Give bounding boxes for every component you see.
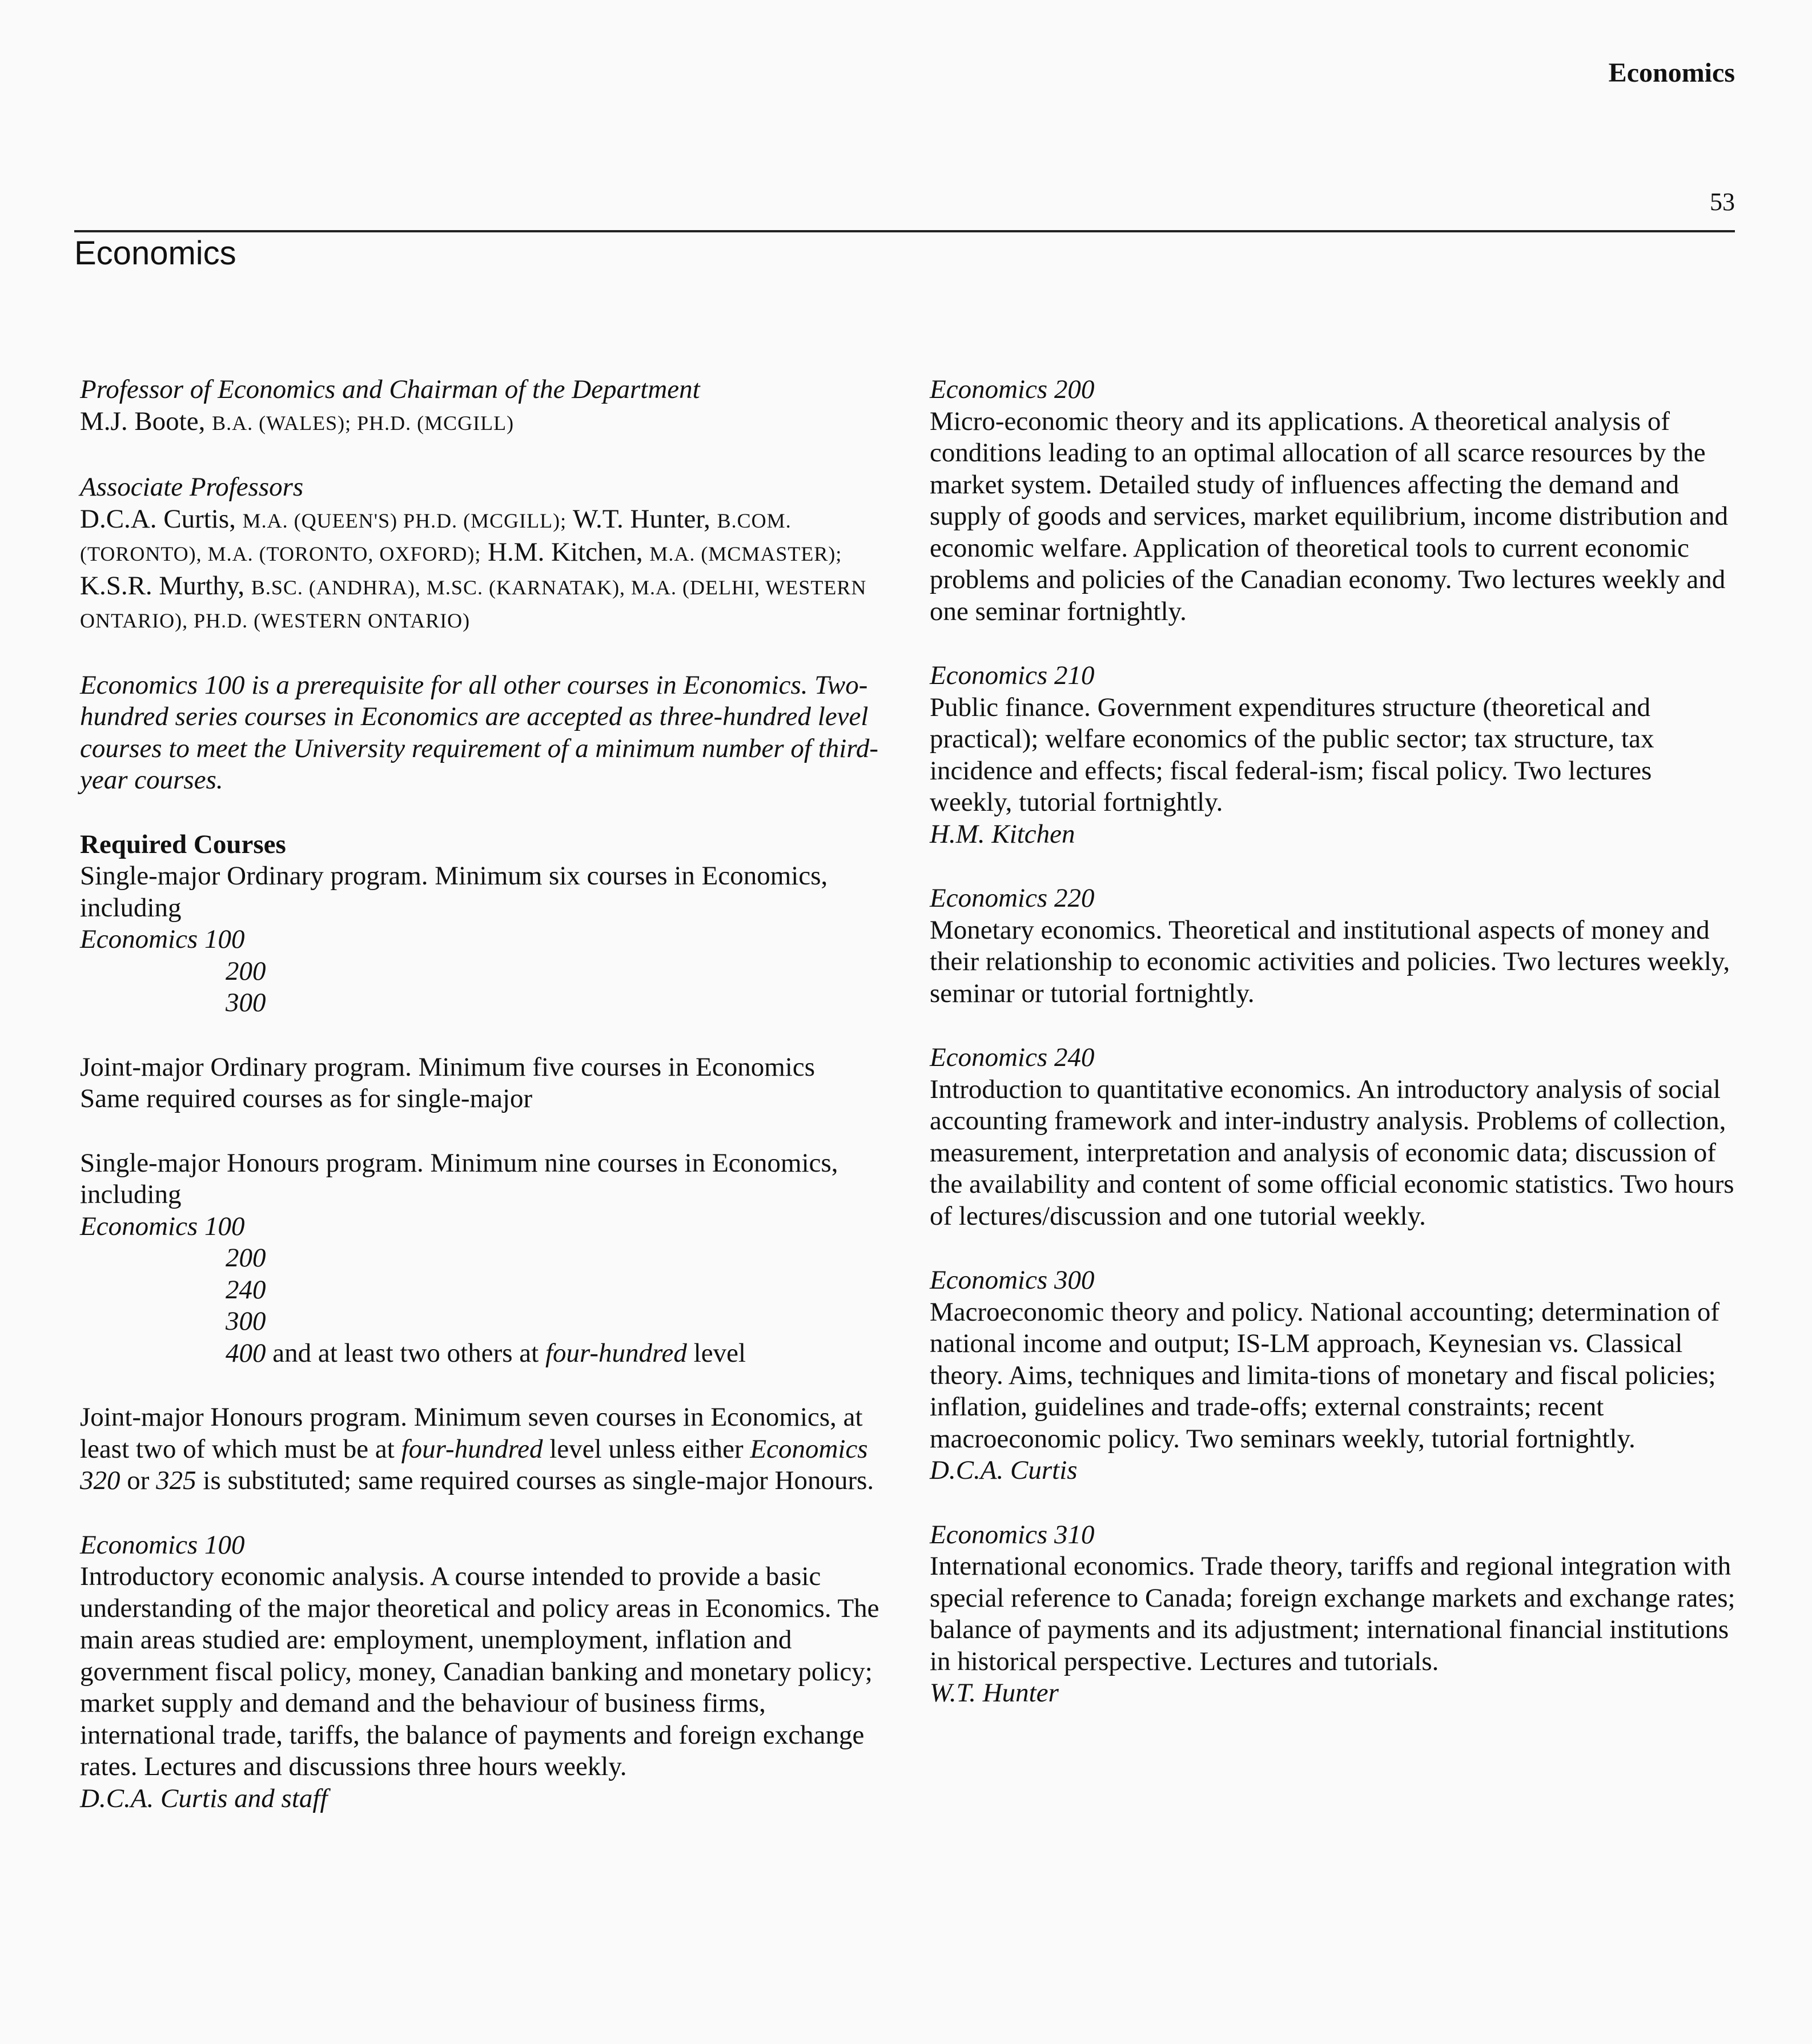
course-entry [80, 1530, 891, 1815]
course-ref: Economics 320 [80, 1434, 868, 1495]
course-entry [930, 660, 1741, 850]
course-description: Monetary economics. Theoretical and institutional aspects of money and their relationship to economic activities and policies. Two lectures weekly, seminar or tutorial fortnightly. [930, 915, 1730, 1008]
single-major-ordinary [80, 860, 891, 1019]
chair-name: M.J. Boote, [80, 406, 206, 436]
course-entry [930, 1265, 1741, 1487]
required-courses-heading: Required Courses [80, 829, 286, 859]
associate-degrees: B.COM. (TORONTO), M.A. (TORONTO, OXFORD); [80, 509, 792, 565]
program-note: Same required courses as for single-major [80, 1084, 533, 1113]
course-ref: 300 [226, 1306, 266, 1336]
course-entry [930, 374, 1741, 627]
course-description: Macroeconomic theory and policy. National accounting; determination of national income and output; IS-LM approach, Keynesian vs. Classical theory. Aims, techniques and limita-tions of monetary and fiscal policies; inflation, guidelines and trade-offs; external constraints; recent macroeconomic policy. Two seminars weekly, tutorial fortnightly. [930, 1297, 1719, 1454]
joint-major-ordinary [80, 1052, 891, 1115]
chair-line [80, 406, 891, 440]
course-ref: Economics 100 [80, 924, 245, 954]
course-entry [930, 883, 1741, 1009]
associate-name: D.C.A. Curtis, [80, 504, 236, 534]
right-column [930, 374, 1741, 1709]
course-code: Economics 300 [930, 1265, 1095, 1295]
course-ref: 240 [226, 1274, 266, 1305]
course-description: Public finance. Government expenditures structure (theoretical and practical); welfare economics of the public sector; tax structure, tax incidence and effects; fiscal federal-ism; fiscal policy. Two lectures weekly, tutorial fortnightly. [930, 692, 1654, 817]
course-description: Introductory economic analysis. A course intended to provide a basic understanding of the major theoretical and policy areas in Economics. The main areas studied are: employment, unemployment, inflation and government fiscal policy, money, Canadian banking and monetary policy; market supply and demand and the behaviour of business firms, international trade, tariffs, the balance of payments and foreign exchange rates. Lectures and discussions three hours weekly. [80, 1562, 879, 1781]
single-major-honours [80, 1148, 891, 1370]
course-instructor: H.M. Kitchen [930, 819, 1075, 849]
associate-name: K.S.R. Murthy, [80, 570, 245, 601]
program-text: or [120, 1466, 156, 1495]
course-num: 400 [226, 1338, 266, 1368]
page-number: 53 [1710, 188, 1735, 216]
associate-name: W.T. Hunter, [573, 504, 710, 534]
chair-degrees: B.A. (WALES); PH.D. (MCGILL) [212, 411, 515, 434]
associate-degrees: M.A. (MCMASTER); [649, 542, 842, 565]
course-description: International economics. Trade theory, tariffs and regional integration with special reference to Canada; foreign exchange markets and exchange rates; balance of payments and its adjustment; international financial institutions in historical perspective. Lectures and tutorials. [930, 1551, 1735, 1676]
associate-name: H.M. Kitchen, [488, 537, 643, 567]
course-ref: 200 [226, 956, 266, 986]
left-column [80, 374, 891, 1814]
associates-list [80, 504, 891, 637]
course-ref: 325 [156, 1466, 196, 1495]
course-text: and at least two others at [266, 1338, 545, 1368]
level-text: four-hundred [545, 1338, 687, 1368]
program-text: Joint-major Honours program. Minimum seven courses in Economics, at least two of which must be at [80, 1402, 863, 1464]
program-text: level unless either [543, 1434, 750, 1464]
course-code: Economics 310 [930, 1519, 1095, 1550]
course-code: Economics 200 [930, 375, 1095, 404]
associates-title: Associate Professors [80, 472, 304, 502]
associate-degrees: M.A. (QUEEN'S) PH.D. (MCGILL); [242, 509, 567, 532]
program-text: Single-major Ordinary program. Minimum six courses in Economics, including [80, 861, 828, 923]
prerequisite-note: Economics 100 is a prerequisite for all other courses in Economics. Two-hundred series courses in Economics are accepted as three-hundred level courses to meet the University requirement of a minimum number of third-year courses. [80, 670, 879, 795]
course-description: Introduction to quantitative economics. An introductory analysis of social accounting framework and inter-industry analysis. Problems of collection, measurement, interpretation and analysis of economic data; discussion of the availability and content of some official economic statistics. Two hours of lectures/discussion and one tutorial weekly. [930, 1074, 1734, 1231]
course-instructor: D.C.A. Curtis [930, 1455, 1078, 1485]
course-ref: 200 [226, 1243, 266, 1273]
course-ref-line [80, 1338, 891, 1370]
course-ref: 300 [226, 988, 266, 1017]
course-instructor: W.T. Hunter [930, 1678, 1059, 1708]
header-rule [74, 230, 1735, 232]
course-instructor: D.C.A. Curtis and staff [80, 1783, 328, 1813]
course-entry [930, 1519, 1741, 1709]
course-code: Economics 100 [80, 1530, 245, 1560]
course-text: level [686, 1338, 746, 1368]
joint-major-honours [80, 1402, 891, 1497]
course-entry [930, 1042, 1741, 1232]
section-title: Economics [74, 235, 236, 272]
chair-title: Professor of Economics and Chairman of the Department [80, 375, 700, 404]
associates-block [80, 472, 891, 637]
program-text: is substituted; same required courses as single-major Honours. [196, 1466, 874, 1495]
course-code: Economics 220 [930, 883, 1095, 913]
course-code: Economics 210 [930, 661, 1095, 690]
course-code: Economics 240 [930, 1043, 1095, 1072]
associate-degrees: B.SC. (ANDHRA), M.SC. (KARNATAK), M.A. (DELHI, WESTERN ONTARIO), PH.D. (WESTERN ONTARIO) [80, 576, 867, 632]
level-text: four-hundred [401, 1434, 543, 1464]
course-ref: Economics 100 [80, 1211, 245, 1241]
course-description: Micro-economic theory and its applications. A theoretical analysis of conditions leading to an optimal allocation of all scarce resources by the market system. Detailed study of influences affecting the demand and supply of goods and services, market equilibrium, income distribution and economic welfare. Application of theoretical tools to current economic problems and policies of the Canadian economy. Two lectures weekly and one seminar fortnightly. [930, 406, 1728, 626]
program-text: Single-major Honours program. Minimum nine courses in Economics, including [80, 1148, 838, 1209]
running-head: Economics [1608, 58, 1735, 88]
chair-block [80, 374, 891, 439]
program-text: Joint-major Ordinary program. Minimum five courses in Economics [80, 1052, 815, 1082]
